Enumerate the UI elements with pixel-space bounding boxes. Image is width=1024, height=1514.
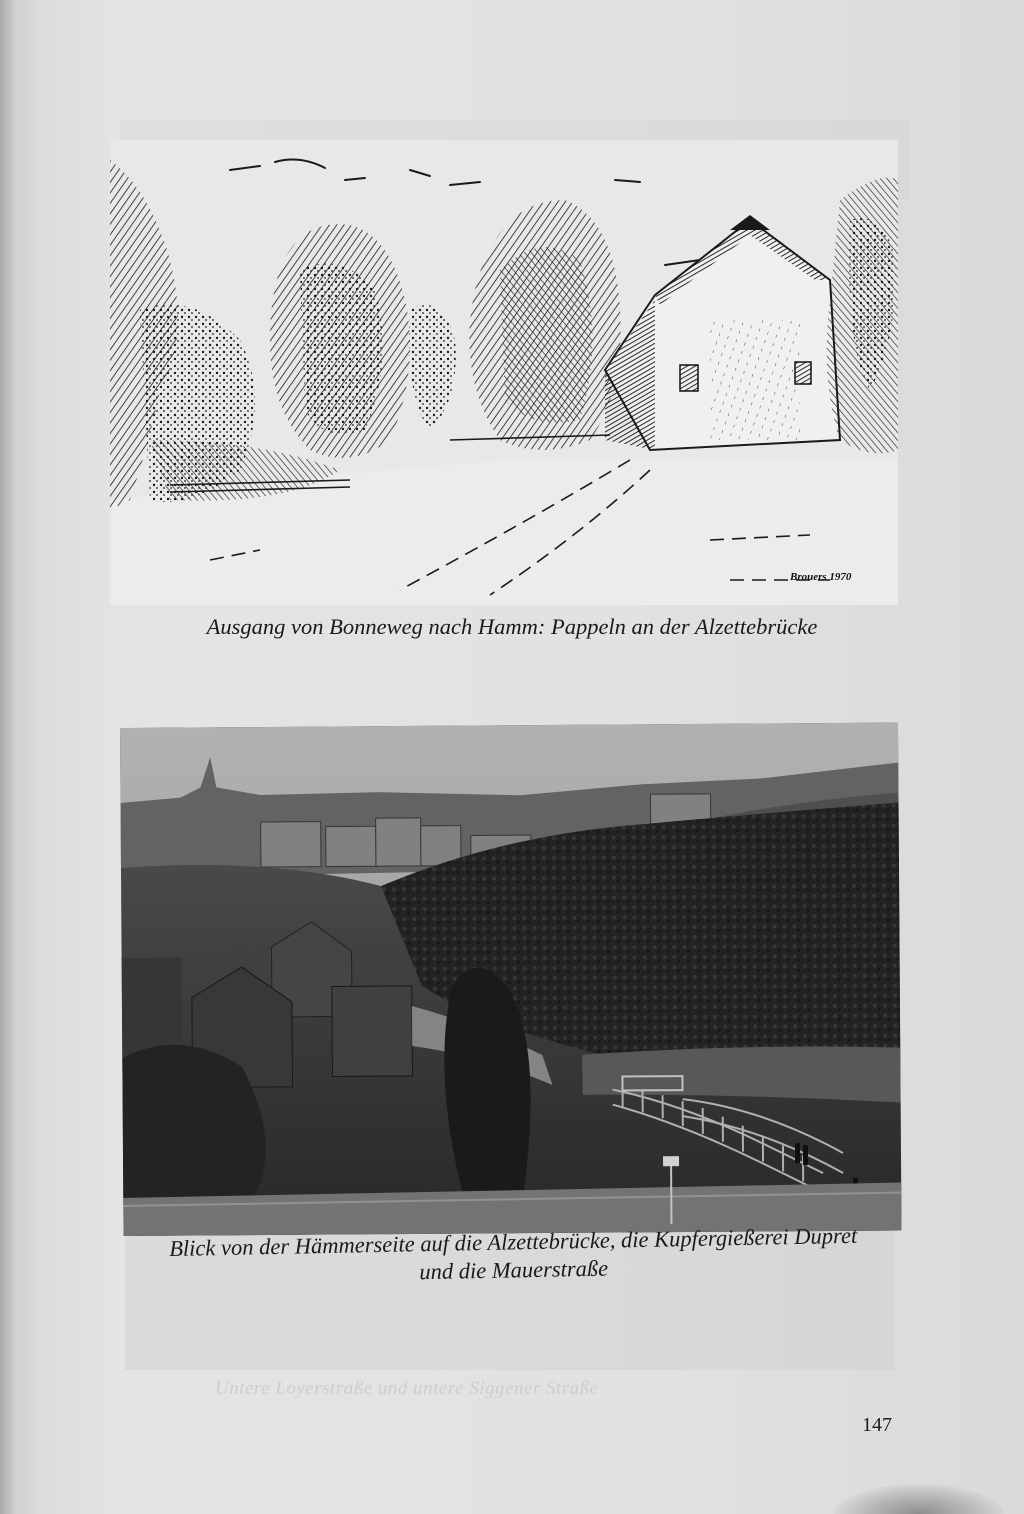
thumb-shadow	[834, 1484, 1004, 1514]
photo-caption-line-1: Blick von der Hämmerseite auf die Alzettebrücke, die Kupfergießerei Dupret	[168, 1222, 858, 1262]
pen-drawing-figure	[110, 140, 898, 605]
photo-caption-line-2: und die Mauerstraße	[419, 1255, 609, 1285]
show-through-text: Untere Loyerstraße und untere Siggener Straße	[215, 1378, 599, 1399]
drawing-caption	[0, 614, 1024, 640]
drawing-caption-text: Ausgang von Bonneweg nach Hamm: Pappeln an der Alzettebrücke	[206, 614, 818, 639]
page-number: 147	[862, 1414, 892, 1436]
pen-drawing-illustration	[110, 140, 898, 605]
photograph-figure	[120, 723, 902, 1236]
photograph-alzette-bridge	[120, 723, 902, 1236]
artist-signature: Brouers 1970	[790, 571, 852, 583]
gutter-shadow	[0, 0, 18, 1514]
